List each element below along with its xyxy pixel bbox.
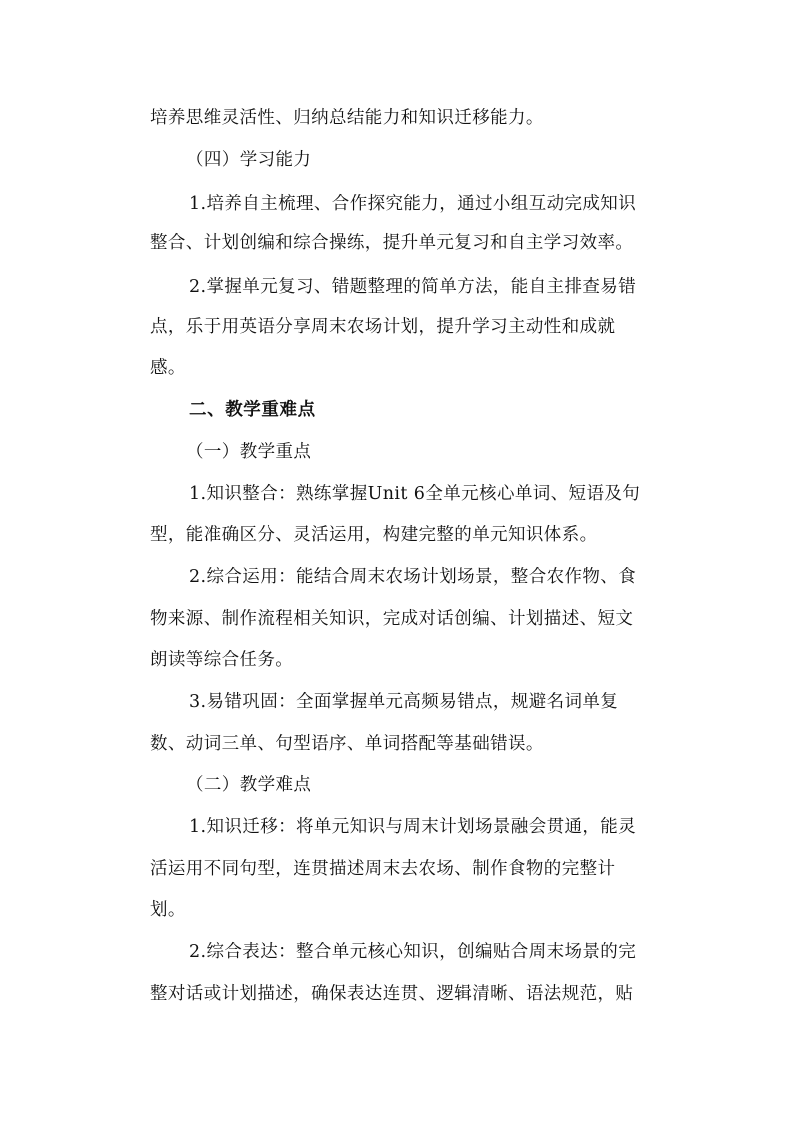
paragraph-line: 2.综合运用：能结合周末农场计划场景，整合农作物、食 xyxy=(189,567,637,587)
paragraph-line: 数、动词三单、句型语序、单词搭配等基础错误。 xyxy=(150,734,544,754)
paragraph-line: 感。 xyxy=(150,358,186,378)
paragraph-line: 培养思维灵活性、归纳总结能力和知识迁移能力。 xyxy=(150,108,544,128)
paragraph-line: 1.知识整合：熟练掌握Unit 6全单元核心单词、短语及句 xyxy=(189,484,641,504)
paragraph-line: 点，乐于用英语分享周末农场计划，提升学习主动性和成就 xyxy=(150,317,616,337)
section-heading-key-difficult-points: 二、教学重难点 xyxy=(189,400,316,420)
paragraph-line: 2.综合表达：整合单元核心知识，创编贴合周末场景的完 xyxy=(189,942,637,962)
paragraph-line: 物来源、制作流程相关知识，完成对话创编、计划描述、短文 xyxy=(150,609,634,629)
paragraph-line: 朗读等综合任务。 xyxy=(150,650,294,670)
paragraph-line: 1.培养自主梳理、合作探究能力，通过小组互动完成知识 xyxy=(189,194,637,214)
paragraph-line: 活运用不同句型，连贯描述周末去农场、制作食物的完整计 xyxy=(150,859,616,879)
paragraph-line: 型，能准确区分、灵活运用，构建完整的单元知识体系。 xyxy=(150,525,598,545)
paragraph-line: 3.易错巩固：全面掌握单元高频易错点，规避名词单复 xyxy=(189,692,619,712)
subsection-heading-teaching-difficulty: （二）教学难点 xyxy=(186,775,312,795)
subsection-heading-learning-ability: （四）学习能力 xyxy=(186,150,312,170)
paragraph-line: 1.知识迁移：将单元知识与周末计划场景融会贯通，能灵 xyxy=(189,817,637,837)
paragraph-line: 划。 xyxy=(150,900,186,920)
paragraph-line: 整合、计划创编和综合操练，提升单元复习和自主学习效率。 xyxy=(150,233,634,253)
paragraph-line: 2.掌握单元复习、错题整理的简单方法，能自主排查易错 xyxy=(189,277,637,297)
paragraph-line: 整对话或计划描述，确保表达连贯、逻辑清晰、语法规范，贴 xyxy=(150,984,634,1004)
subsection-heading-teaching-focus: （一）教学重点 xyxy=(186,442,312,462)
